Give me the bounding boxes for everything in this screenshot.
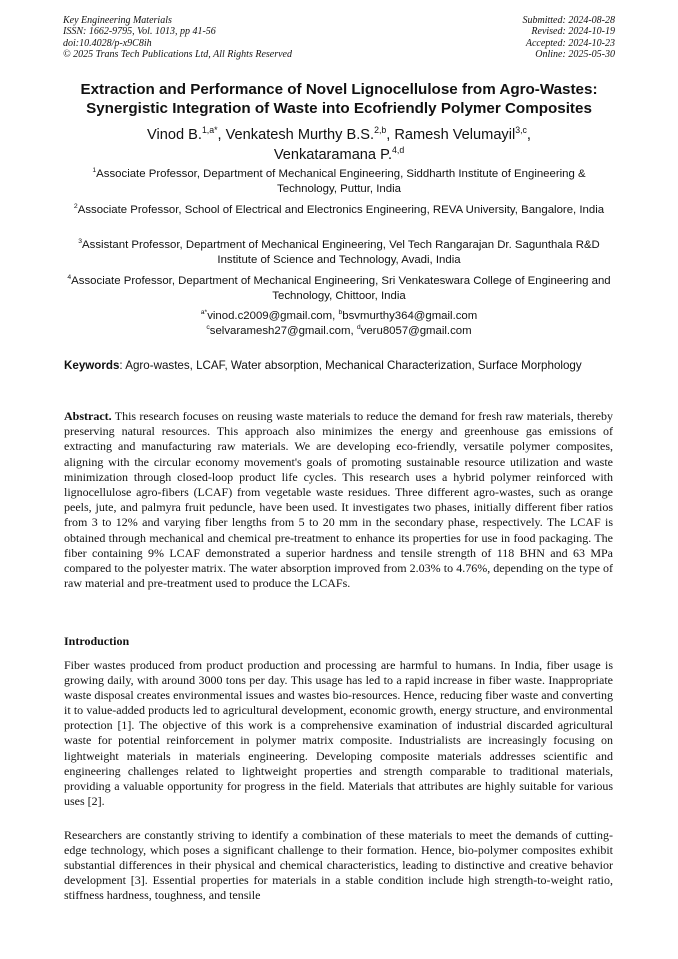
abstract-text: This research focuses on reusing waste materials to reduce the demand for fresh raw materials, thereby preserving natural resources. This approach also minimizes the energy and greenhouse gas emissions of extracting and manufacturing raw materials. We are developing eco-friendly, versatile polymer composites, aligning with the circular economy movement's goals of promoting sustainable resource utilization and waste minimization through closed-loop product life cycles. This research uses a hybrid polymer reinforced with lignocellulose agro-fibers (LCAF) from vegetable waste residues. Three different agro-wastes, such as orange peels, jute, and palmyra fruit peduncle, have been used. It investigates two phases, initially different fiber ratios from 3 to 12% and varying fiber lengths from 5 to 20 mm in the secondary phase, respectively. The LCAF is obtained through mechanical and chemical pre-treatment to enhance its properties for use in food packaging. The fiber containing 9% LCAF demonstrated a superior hardness and tensile strength of 118 BHN and 63 MPa compared to the polyester matrix. The water absorption improved from 2.03% to 4.76%, depending on the type of raw material and pre-treatment used to produce the LCAFs. bbox=[64, 409, 613, 591]
body-paragraph: Researchers are constantly striving to identify a combination of these materials to meet the demands of cutting-edge technology, which poses a significant challenge to their formation. Hence, bio-polymer composites exhibit substantial differences in their physical and chemical characteristics, leading to distinctive and creative behavior development [3]. Essential properties for materials in a stable condition include high strength-to-weight ratio, stiffness hardness, toughness, and tensile bbox=[64, 828, 613, 903]
affiliation-sup: 2 bbox=[73, 203, 78, 211]
author-sep: , bbox=[217, 127, 226, 143]
title-line-1: Extraction and Performance of Novel Lignocellulose from Agro-Wastes: bbox=[80, 81, 598, 98]
keywords bbox=[64, 358, 613, 373]
email-address[interactable]: bsvmurthy364@gmail.com bbox=[342, 310, 478, 322]
email-address[interactable]: veru8057@gmail.com bbox=[360, 325, 472, 337]
journal-info bbox=[63, 15, 292, 61]
affiliation-text: Associate Professor, School of Electrical and Electronics Engineering, REVA University, Bangalore, India bbox=[77, 204, 605, 216]
author-sup: 3,c bbox=[515, 125, 527, 136]
author-sup: 2,b bbox=[374, 125, 387, 136]
publication-dates bbox=[523, 15, 616, 61]
author-sep: , bbox=[386, 127, 395, 143]
keywords-text: : Agro-wastes, LCAF, Water absorption, Mechanical Characterization, Surface Morphology bbox=[119, 359, 582, 372]
author-list bbox=[60, 125, 618, 165]
affiliation-sup: 1 bbox=[92, 167, 97, 175]
title-line-2: Synergistic Integration of Waste into Ecofriendly Polymer Composites bbox=[86, 99, 592, 117]
date-submitted: Submitted: 2024-08-28 bbox=[522, 15, 615, 26]
email-sep: , bbox=[350, 325, 357, 337]
email-line bbox=[62, 309, 616, 324]
author-name: Venkataramana P. bbox=[273, 147, 393, 163]
paper-title bbox=[40, 81, 638, 118]
journal-doi: doi:10.4028/p-x9C8ih bbox=[63, 37, 152, 49]
email-sup: d bbox=[356, 324, 361, 332]
keywords-label: Keywords bbox=[64, 359, 120, 372]
author-name: Vinod B. bbox=[147, 127, 202, 143]
affiliation-sup: 4 bbox=[67, 274, 72, 282]
affiliation bbox=[62, 238, 616, 268]
affiliation-text: Assistant Professor, Department of Mechanical Engineering, Vel Tech Rangarajan Dr. Sagunthala R&D Institute of Science and Technology, Avadi, India bbox=[82, 239, 600, 267]
journal-name: Key Engineering Materials bbox=[63, 15, 172, 26]
affiliation bbox=[62, 167, 616, 197]
abstract-label: Abstract. bbox=[64, 409, 112, 423]
body-paragraph: Fiber wastes produced from product production and processing are harmful to humans. In India, fiber usage is growing daily, with around 3000 tons per day. This usage has led to a rapid increase in fiber waste. Inappropriate waste disposal creates environmental issues and wastes bio-resources. Hence, reducing fiber waste and converting it to value-added products led to agricultural development, economic growth, energy structure, and environmental protection [1]. The objective of this work is a comprehensive examination of industrial discarded agricultural waste for potential reinforcement in polymer matrix composite. Industrialists are increasingly focusing on lightweight materials in materials engineering. Developing composite materials addresses scientific and engineering challenges related to lightweight properties and strength comparable to traditional materials, providing a valuable opportunity for progress in the field. Materials that attributes are highly suitable for various uses [2]. bbox=[64, 658, 613, 808]
email-address[interactable]: selvaramesh27@gmail.com bbox=[209, 325, 351, 337]
author-sup: 4,d bbox=[392, 145, 405, 156]
email-sup: a* bbox=[200, 309, 208, 317]
date-revised: Revised: 2024-10-19 bbox=[531, 26, 615, 38]
date-accepted: Accepted: 2024-10-23 bbox=[525, 37, 615, 49]
email-sup: b bbox=[338, 309, 343, 317]
email-sup: c bbox=[206, 324, 210, 332]
abstract bbox=[64, 409, 613, 591]
author-name: Ramesh Velumayil bbox=[394, 127, 516, 143]
affiliation-sup: 3 bbox=[78, 238, 83, 246]
section-heading: Introduction bbox=[64, 634, 130, 648]
email-line bbox=[62, 324, 616, 339]
author-sep: , bbox=[526, 127, 531, 143]
journal-issn: ISSN: 1662-9795, Vol. 1013, pp 41-56 bbox=[63, 26, 216, 38]
affiliation-text: Associate Professor, Department of Mechanical Engineering, Siddharth Institute of Engineering & Technology, Puttur, India bbox=[96, 168, 586, 196]
email-address[interactable]: vinod.c2009@gmail.com bbox=[207, 310, 333, 322]
affiliation-text: Associate Professor, Department of Mechanical Engineering, Sri Venkateswara College of Engineering and Technology, Chittoor, India bbox=[71, 275, 611, 303]
email-sep: , bbox=[332, 310, 339, 322]
date-online: Online: 2025-05-30 bbox=[535, 49, 615, 61]
author-sup: 1,a* bbox=[201, 125, 218, 136]
journal-copyright: © 2025 Trans Tech Publications Ltd, All Rights Reserved bbox=[63, 49, 292, 61]
affiliation bbox=[62, 274, 616, 304]
affiliation bbox=[62, 203, 616, 218]
author-name: Venkatesh Murthy B.S. bbox=[225, 127, 375, 143]
